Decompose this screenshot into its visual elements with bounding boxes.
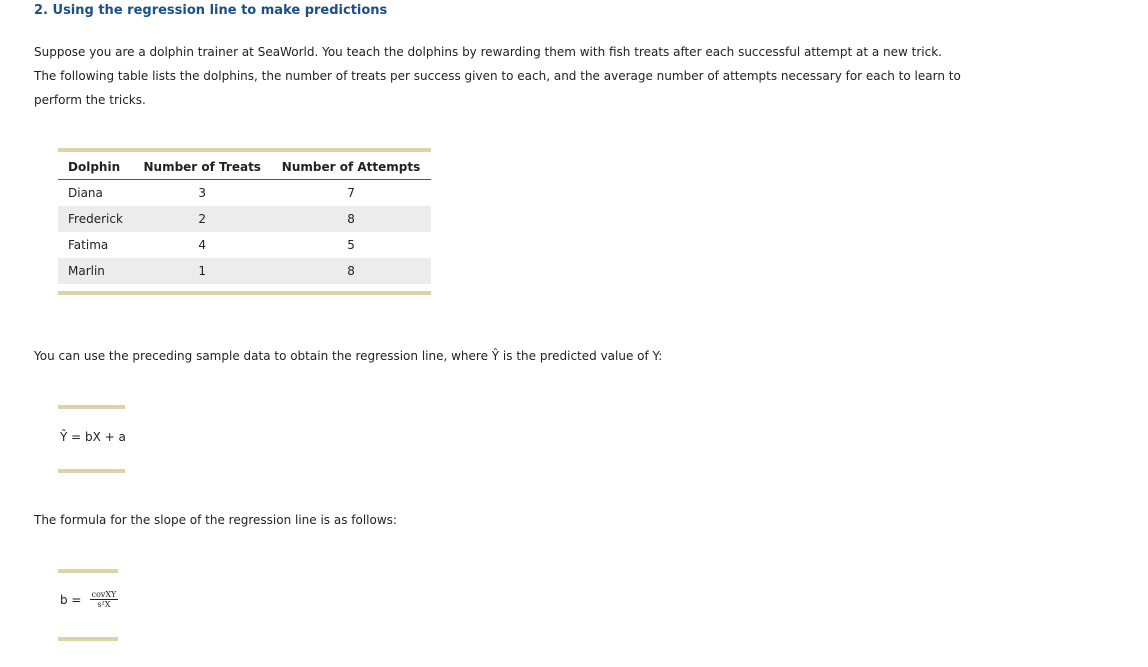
cell-treats: 2 [133, 206, 271, 232]
dolphin-table [58, 155, 431, 284]
equation-bottom-rule [58, 469, 125, 473]
regression-paragraph: You can use the preceding sample data to obtain the regression line, where Ŷ is the predicted value of Y: [34, 349, 663, 363]
cell-attempts: 8 [271, 258, 431, 284]
cell-treats: 3 [198, 186, 207, 200]
cell-dolphin: Diana [68, 186, 103, 200]
table-row [58, 232, 431, 258]
fraction-numerator: covXY [91, 590, 117, 599]
section-title: 2. Using the regression line to make predictions [34, 3, 388, 18]
cell-attempts: 5 [347, 238, 355, 252]
slope-formula [60, 590, 118, 609]
slope-paragraph: The formula for the slope of the regression line is as follows: [34, 513, 397, 527]
table-row [58, 180, 431, 207]
table-top-rule [58, 148, 431, 152]
cell-attempts: 8 [271, 206, 431, 232]
table-row [58, 258, 431, 284]
cell-treats: 4 [198, 238, 207, 252]
slope-fraction [90, 590, 119, 609]
cell-attempts: 7 [347, 186, 355, 200]
regression-equation: Ŷ = bX + a [60, 430, 126, 444]
formula-top-rule [58, 569, 118, 573]
header-dolphin: Dolphin [58, 155, 133, 180]
slope-lhs: b = [60, 592, 82, 607]
table-bottom-rule [58, 291, 431, 295]
table-row [58, 206, 431, 232]
table-header-row [58, 155, 431, 180]
cell-treats: 1 [133, 258, 271, 284]
cell-dolphin: Frederick [58, 206, 133, 232]
equation-top-rule [58, 405, 125, 409]
cell-dolphin: Fatima [68, 238, 109, 252]
header-treats: Number of Treats [133, 155, 271, 180]
header-attempts: Number of Attempts [271, 155, 431, 180]
cell-dolphin: Marlin [58, 258, 133, 284]
formula-bottom-rule [58, 637, 118, 641]
intro-paragraph: Suppose you are a dolphin trainer at SeaWorld. You teach the dolphins by rewarding them with fish treats after each successful attempt at a new trick. The following table lists the dolphins, the number of treats per success given to each, and the average number of attempts necessary for each to learn to perform the tricks. [34, 45, 961, 107]
fraction-denominator: s²X [97, 600, 111, 609]
